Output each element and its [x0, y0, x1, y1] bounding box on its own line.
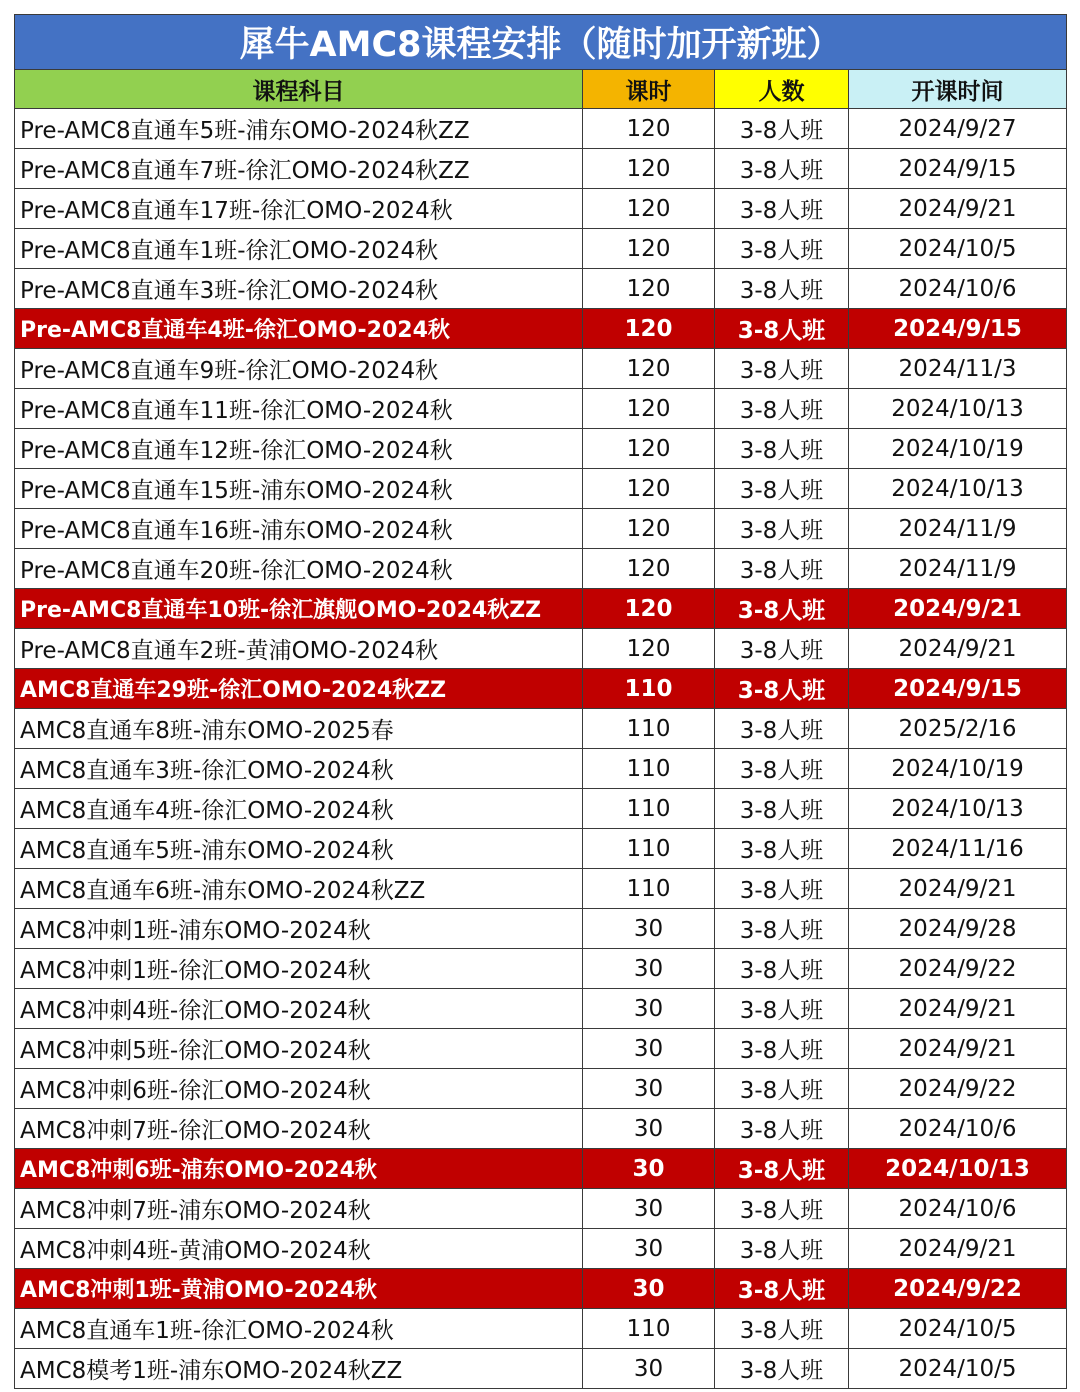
cell-hours: 30	[583, 1029, 715, 1069]
cell-class-size: 3-8人班	[715, 749, 849, 789]
header-course: 课程科目	[15, 70, 583, 109]
cell-hours: 120	[583, 269, 715, 309]
cell-start-date: 2024/9/21	[849, 1229, 1067, 1269]
cell-course: AMC8冲刺1班-徐汇OMO-2024秋	[15, 949, 583, 989]
cell-class-size: 3-8人班	[715, 909, 849, 949]
cell-start-date: 2024/9/22	[849, 1069, 1067, 1109]
cell-hours: 110	[583, 709, 715, 749]
cell-hours: 120	[583, 509, 715, 549]
table-row	[15, 469, 1067, 509]
cell-course: AMC8冲刺1班-黄浦OMO-2024秋	[15, 1269, 583, 1309]
cell-course: Pre-AMC8直通车7班-徐汇OMO-2024秋ZZ	[15, 149, 583, 189]
cell-class-size: 3-8人班	[715, 229, 849, 269]
table-row	[15, 749, 1067, 789]
cell-class-size: 3-8人班	[715, 189, 849, 229]
cell-start-date: 2024/10/13	[849, 1149, 1067, 1189]
cell-hours: 120	[583, 589, 715, 629]
table-row-highlighted	[15, 1269, 1067, 1309]
table-row	[15, 949, 1067, 989]
cell-start-date: 2024/10/5	[849, 229, 1067, 269]
cell-start-date: 2024/9/15	[849, 149, 1067, 189]
cell-start-date: 2024/10/6	[849, 1109, 1067, 1149]
cell-class-size: 3-8人班	[715, 1149, 849, 1189]
header-row	[15, 70, 1067, 109]
cell-hours: 120	[583, 629, 715, 669]
cell-course: AMC8模考1班-浦东OMO-2024秋ZZ	[15, 1349, 583, 1389]
cell-hours: 30	[583, 949, 715, 989]
cell-course: AMC8直通车8班-浦东OMO-2025春	[15, 709, 583, 749]
cell-start-date: 2024/10/6	[849, 1189, 1067, 1229]
cell-class-size: 3-8人班	[715, 829, 849, 869]
cell-course: Pre-AMC8直通车5班-浦东OMO-2024秋ZZ	[15, 109, 583, 149]
cell-start-date: 2024/10/5	[849, 1309, 1067, 1349]
table-row	[15, 549, 1067, 589]
table-row	[15, 229, 1067, 269]
cell-course: AMC8冲刺4班-徐汇OMO-2024秋	[15, 989, 583, 1029]
cell-class-size: 3-8人班	[715, 1189, 849, 1229]
header-start-date: 开课时间	[849, 70, 1067, 109]
table-row	[15, 1229, 1067, 1269]
schedule-rows	[15, 109, 1067, 1389]
cell-class-size: 3-8人班	[715, 549, 849, 589]
cell-hours: 110	[583, 1309, 715, 1349]
table-row	[15, 389, 1067, 429]
cell-start-date: 2024/9/22	[849, 949, 1067, 989]
cell-class-size: 3-8人班	[715, 1109, 849, 1149]
cell-course: AMC8直通车6班-浦东OMO-2024秋ZZ	[15, 869, 583, 909]
cell-start-date: 2024/11/9	[849, 549, 1067, 589]
cell-hours: 120	[583, 469, 715, 509]
cell-course: Pre-AMC8直通车20班-徐汇OMO-2024秋	[15, 549, 583, 589]
cell-hours: 30	[583, 1269, 715, 1309]
cell-class-size: 3-8人班	[715, 1309, 849, 1349]
cell-class-size: 3-8人班	[715, 429, 849, 469]
cell-hours: 30	[583, 1349, 715, 1389]
cell-class-size: 3-8人班	[715, 389, 849, 429]
table-row	[15, 109, 1067, 149]
table-row	[15, 909, 1067, 949]
cell-class-size: 3-8人班	[715, 269, 849, 309]
cell-class-size: 3-8人班	[715, 1029, 849, 1069]
table-row	[15, 1109, 1067, 1149]
cell-course: AMC8冲刺7班-徐汇OMO-2024秋	[15, 1109, 583, 1149]
table-row	[15, 1349, 1067, 1389]
cell-course: AMC8直通车5班-浦东OMO-2024秋	[15, 829, 583, 869]
cell-class-size: 3-8人班	[715, 469, 849, 509]
cell-course: AMC8直通车3班-徐汇OMO-2024秋	[15, 749, 583, 789]
cell-course: AMC8冲刺4班-黄浦OMO-2024秋	[15, 1229, 583, 1269]
schedule-sheet	[14, 14, 1066, 1389]
cell-course: AMC8冲刺6班-浦东OMO-2024秋	[15, 1149, 583, 1189]
cell-hours: 110	[583, 789, 715, 829]
table-row	[15, 709, 1067, 749]
cell-start-date: 2024/9/21	[849, 869, 1067, 909]
table-row	[15, 629, 1067, 669]
table-row-highlighted	[15, 669, 1067, 709]
cell-course: AMC8冲刺5班-徐汇OMO-2024秋	[15, 1029, 583, 1069]
cell-start-date: 2024/11/3	[849, 349, 1067, 389]
cell-start-date: 2024/9/15	[849, 309, 1067, 349]
cell-course: Pre-AMC8直通车16班-浦东OMO-2024秋	[15, 509, 583, 549]
cell-class-size: 3-8人班	[715, 1269, 849, 1309]
table-row	[15, 1069, 1067, 1109]
cell-start-date: 2025/2/16	[849, 709, 1067, 749]
cell-hours: 120	[583, 149, 715, 189]
cell-start-date: 2024/9/21	[849, 1029, 1067, 1069]
table-row	[15, 1029, 1067, 1069]
cell-hours: 120	[583, 429, 715, 469]
table-row-highlighted	[15, 589, 1067, 629]
cell-hours: 30	[583, 989, 715, 1029]
cell-class-size: 3-8人班	[715, 669, 849, 709]
cell-class-size: 3-8人班	[715, 109, 849, 149]
header-hours: 课时	[583, 70, 715, 109]
cell-hours: 30	[583, 1149, 715, 1189]
cell-hours: 120	[583, 109, 715, 149]
cell-course: Pre-AMC8直通车4班-徐汇OMO-2024秋	[15, 309, 583, 349]
cell-hours: 120	[583, 549, 715, 589]
cell-course: Pre-AMC8直通车11班-徐汇OMO-2024秋	[15, 389, 583, 429]
cell-course: AMC8冲刺7班-浦东OMO-2024秋	[15, 1189, 583, 1229]
cell-hours: 110	[583, 869, 715, 909]
cell-course: Pre-AMC8直通车1班-徐汇OMO-2024秋	[15, 229, 583, 269]
cell-course: AMC8冲刺1班-浦东OMO-2024秋	[15, 909, 583, 949]
cell-class-size: 3-8人班	[715, 509, 849, 549]
cell-start-date: 2024/10/19	[849, 749, 1067, 789]
cell-class-size: 3-8人班	[715, 869, 849, 909]
cell-start-date: 2024/9/21	[849, 629, 1067, 669]
schedule-table	[14, 14, 1067, 1389]
cell-hours: 30	[583, 909, 715, 949]
cell-course: Pre-AMC8直通车9班-徐汇OMO-2024秋	[15, 349, 583, 389]
cell-class-size: 3-8人班	[715, 1069, 849, 1109]
cell-hours: 30	[583, 1229, 715, 1269]
table-row	[15, 509, 1067, 549]
cell-hours: 30	[583, 1189, 715, 1229]
cell-hours: 110	[583, 829, 715, 869]
table-row	[15, 269, 1067, 309]
cell-hours: 110	[583, 669, 715, 709]
cell-class-size: 3-8人班	[715, 709, 849, 749]
table-row-highlighted	[15, 309, 1067, 349]
cell-start-date: 2024/9/28	[849, 909, 1067, 949]
cell-start-date: 2024/9/21	[849, 189, 1067, 229]
cell-class-size: 3-8人班	[715, 629, 849, 669]
cell-start-date: 2024/10/19	[849, 429, 1067, 469]
cell-start-date: 2024/10/5	[849, 1349, 1067, 1389]
header-class-size: 人数	[715, 70, 849, 109]
cell-start-date: 2024/10/13	[849, 389, 1067, 429]
cell-hours: 110	[583, 749, 715, 789]
cell-start-date: 2024/10/13	[849, 469, 1067, 509]
cell-start-date: 2024/9/21	[849, 989, 1067, 1029]
table-row	[15, 869, 1067, 909]
cell-start-date: 2024/9/22	[849, 1269, 1067, 1309]
cell-start-date: 2024/9/27	[849, 109, 1067, 149]
cell-start-date: 2024/11/16	[849, 829, 1067, 869]
table-row	[15, 789, 1067, 829]
cell-course: Pre-AMC8直通车3班-徐汇OMO-2024秋	[15, 269, 583, 309]
cell-class-size: 3-8人班	[715, 1349, 849, 1389]
cell-course: Pre-AMC8直通车15班-浦东OMO-2024秋	[15, 469, 583, 509]
cell-course: AMC8直通车1班-徐汇OMO-2024秋	[15, 1309, 583, 1349]
cell-hours: 120	[583, 309, 715, 349]
cell-hours: 30	[583, 1069, 715, 1109]
cell-class-size: 3-8人班	[715, 949, 849, 989]
cell-hours: 120	[583, 389, 715, 429]
table-row	[15, 1309, 1067, 1349]
cell-hours: 120	[583, 229, 715, 269]
cell-class-size: 3-8人班	[715, 349, 849, 389]
cell-class-size: 3-8人班	[715, 589, 849, 629]
title-row	[15, 15, 1067, 70]
cell-start-date: 2024/9/21	[849, 589, 1067, 629]
cell-class-size: 3-8人班	[715, 1229, 849, 1269]
cell-course: Pre-AMC8直通车2班-黄浦OMO-2024秋	[15, 629, 583, 669]
table-row	[15, 349, 1067, 389]
cell-course: AMC8冲刺6班-徐汇OMO-2024秋	[15, 1069, 583, 1109]
cell-hours: 120	[583, 189, 715, 229]
cell-class-size: 3-8人班	[715, 989, 849, 1029]
table-row	[15, 989, 1067, 1029]
table-row	[15, 1189, 1067, 1229]
cell-course: AMC8直通车4班-徐汇OMO-2024秋	[15, 789, 583, 829]
table-row-highlighted	[15, 1149, 1067, 1189]
table-row	[15, 149, 1067, 189]
page-title: 犀牛AMC8课程安排（随时加开新班）	[15, 15, 1067, 70]
table-row	[15, 189, 1067, 229]
table-row	[15, 429, 1067, 469]
cell-course: Pre-AMC8直通车17班-徐汇OMO-2024秋	[15, 189, 583, 229]
cell-start-date: 2024/10/13	[849, 789, 1067, 829]
cell-hours: 30	[583, 1109, 715, 1149]
cell-start-date: 2024/10/6	[849, 269, 1067, 309]
cell-course: AMC8直通车29班-徐汇OMO-2024秋ZZ	[15, 669, 583, 709]
cell-course: Pre-AMC8直通车12班-徐汇OMO-2024秋	[15, 429, 583, 469]
table-row	[15, 829, 1067, 869]
cell-start-date: 2024/11/9	[849, 509, 1067, 549]
cell-course: Pre-AMC8直通车10班-徐汇旗舰OMO-2024秋ZZ	[15, 589, 583, 629]
cell-class-size: 3-8人班	[715, 149, 849, 189]
cell-class-size: 3-8人班	[715, 789, 849, 829]
cell-start-date: 2024/9/15	[849, 669, 1067, 709]
cell-class-size: 3-8人班	[715, 309, 849, 349]
cell-hours: 120	[583, 349, 715, 389]
